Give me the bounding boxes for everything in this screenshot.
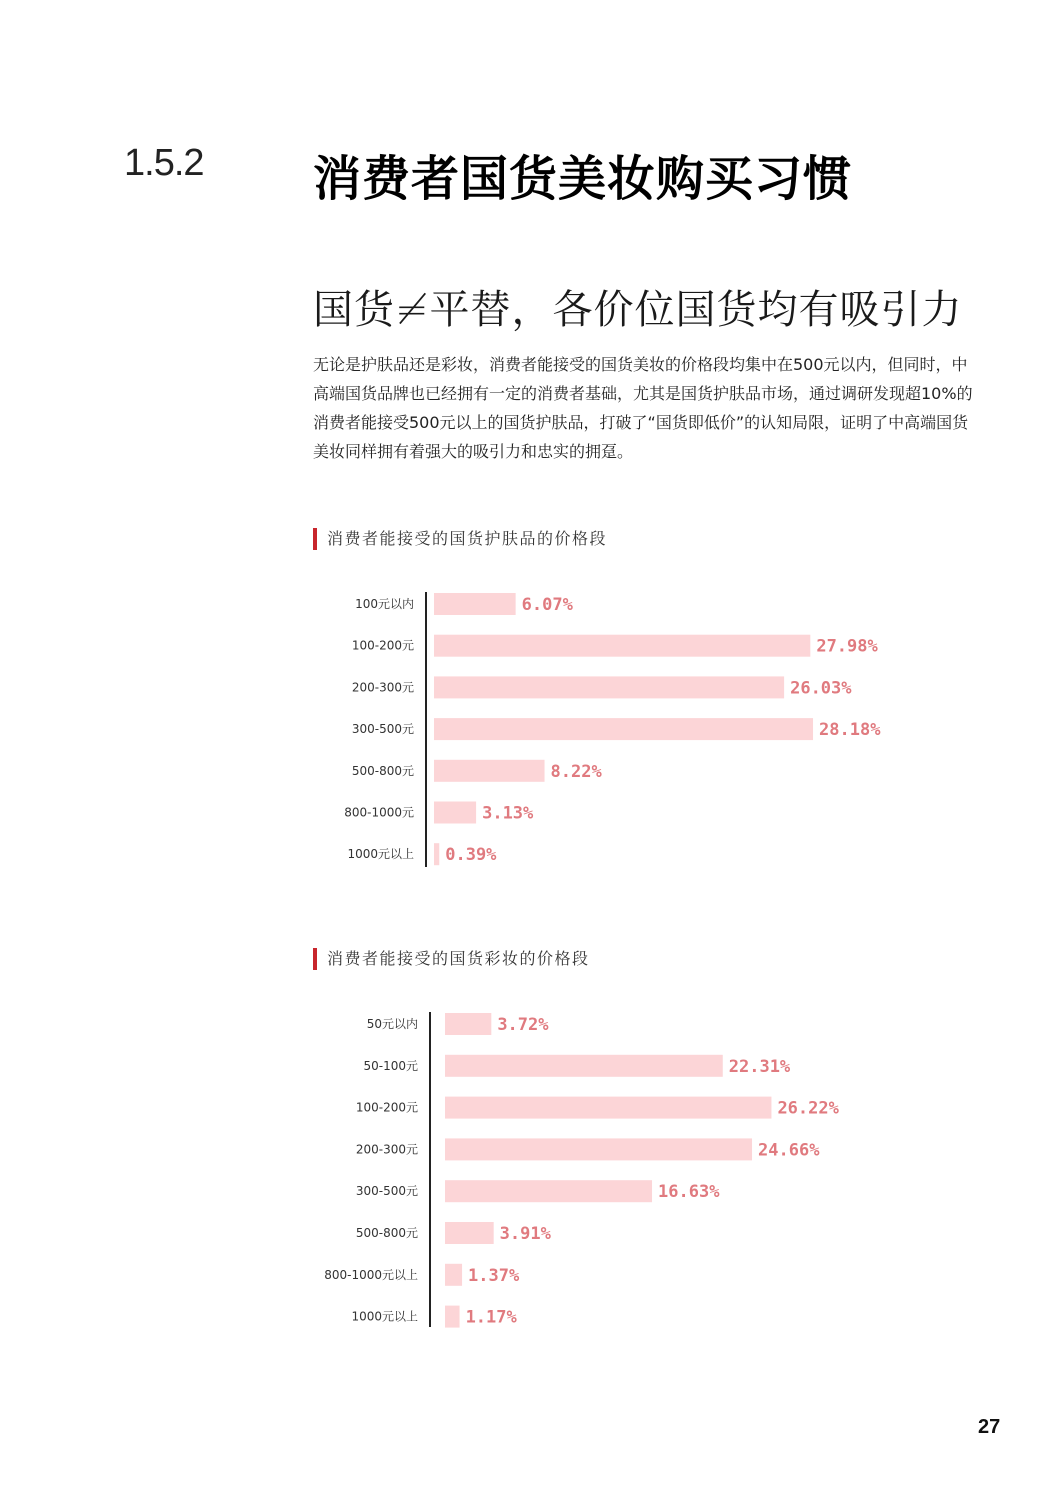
makeup-bar <box>445 1222 494 1244</box>
skincare-bar <box>434 843 439 865</box>
makeup-category-label: 300-500元 <box>355 1184 418 1199</box>
skincare-bar <box>434 593 516 615</box>
skincare-chart-title: 消费者能接受的国货护肤品的价格段 <box>313 528 607 550</box>
skincare-category-label: 500-800元 <box>351 763 414 778</box>
makeup-category-label: 500-800元 <box>355 1226 418 1240</box>
page-subtitle: 国货≠平替，各价位国货均有吸引力 <box>313 287 963 333</box>
makeup-category-label: 200-300元 <box>355 1142 418 1157</box>
makeup-value-label: 3.91% <box>499 1224 551 1244</box>
makeup-category-label: 50-100元 <box>363 1058 418 1073</box>
skincare-bar <box>434 635 810 657</box>
makeup-value-label: 16.63% <box>658 1182 720 1203</box>
makeup-category-label: 800-1000元以上 <box>324 1267 418 1282</box>
makeup-category-label: 1000元以上 <box>351 1309 418 1324</box>
page-number: 27 <box>978 1416 1001 1438</box>
makeup-bar <box>445 1055 723 1077</box>
skincare-bar <box>434 676 784 698</box>
makeup-bar <box>445 1306 460 1328</box>
makeup-value-label: 22.31% <box>728 1056 791 1077</box>
skincare-value-label: 26.03% <box>790 678 852 699</box>
section-number: 1.5.2 <box>124 142 204 184</box>
skincare-category-label: 800-1000元 <box>344 805 414 820</box>
makeup-chart-title: 消费者能接受的国货彩妆的价格段 <box>313 948 590 970</box>
makeup-category-label: 100-200元 <box>355 1100 418 1115</box>
makeup-value-label: 1.17% <box>465 1307 517 1328</box>
skincare-value-label: 28.18% <box>819 720 881 741</box>
makeup-bar <box>445 1138 752 1160</box>
intro-paragraph: 无论是护肤品还是彩妆，消费者能接受的国货美妆的价格段均集中在500元以内，但同时，中高端国货品牌也已经拥有一定的消费者基础，尤其是国货护肤品市场，通过调研发现超10%的消费者能接受500元以上的国货护肤品，打破了“国货即低价”的认知局限，证明了中高端国货美妆同样拥有着强大的吸引力和忠实的拥趸。 <box>313 355 973 461</box>
skincare-category-label: 100元以内 <box>355 597 414 611</box>
makeup-price-chart <box>0 1005 1063 1345</box>
skincare-price-chart <box>0 585 1063 885</box>
skincare-category-label: 200-300元 <box>351 680 414 695</box>
skincare-category-label: 300-500元 <box>351 722 414 737</box>
skincare-value-label: 0.39% <box>445 845 497 866</box>
skincare-value-label: 6.07% <box>521 595 573 615</box>
skincare-value-label: 3.13% <box>482 803 534 824</box>
page-title: 消费者国货美妆购买习惯 <box>313 151 853 207</box>
skincare-bar <box>434 718 813 740</box>
makeup-bar <box>445 1180 652 1202</box>
skincare-bar <box>434 802 476 824</box>
skincare-category-label: 100-200元 <box>351 638 414 653</box>
makeup-category-label: 50元以内 <box>366 1017 418 1031</box>
skincare-value-label: 8.22% <box>550 761 602 782</box>
makeup-value-label: 3.72% <box>497 1015 549 1035</box>
makeup-value-label: 26.22% <box>777 1098 839 1119</box>
skincare-category-label: 1000元以上 <box>347 847 414 862</box>
makeup-bar <box>445 1264 462 1286</box>
skincare-bar <box>434 760 545 782</box>
makeup-value-label: 24.66% <box>758 1140 820 1161</box>
makeup-value-label: 1.37% <box>468 1265 520 1286</box>
skincare-value-label: 27.98% <box>816 636 878 657</box>
makeup-bar <box>445 1013 491 1035</box>
makeup-bar <box>445 1097 771 1119</box>
